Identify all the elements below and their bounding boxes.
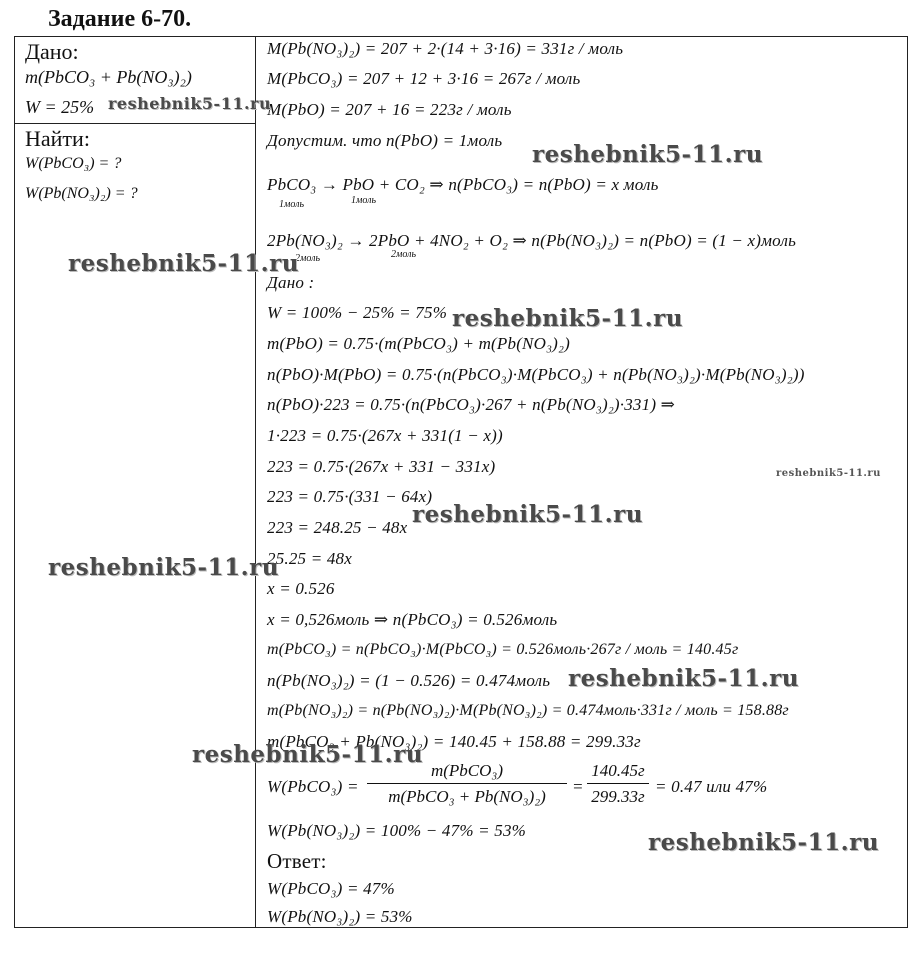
watermark: reshebnik5-11.ru	[192, 741, 423, 768]
solution-line: M(PbCO₃) = 207 + 12 + 3·16 = 267г / моль	[267, 69, 581, 88]
answer-line: W(PbCO₃) = 47%	[267, 879, 395, 898]
watermark: reshebnik5-11.ru	[776, 468, 881, 479]
solution-line: Допустим. что n(PbO) = 1моль	[267, 131, 503, 150]
fraction-lhs: W(PbCO₃) =	[267, 777, 359, 796]
find-label: Найти:	[25, 126, 90, 151]
watermark: reshebnik5-11.ru	[568, 665, 799, 692]
solution-line: n(PbO)·223 = 0.75·(n(PbCO₃)·267 + n(Pb(NO₃)₂)·331) ⇒	[267, 395, 676, 414]
solution-line: 223 = 0.75·(267x + 331 − 331x)	[267, 457, 496, 476]
answer-label: Ответ:	[267, 849, 327, 873]
watermark: reshebnik5-11.ru	[452, 305, 683, 332]
reaction-1-sub-right: 1моль	[351, 195, 377, 206]
solution-line: x = 0,526моль ⇒ n(PbCO₃) = 0.526моль	[267, 610, 558, 629]
solution-line: Дано :	[267, 273, 315, 292]
find-line: W(Pb(NO₃)₂) = ?	[25, 185, 138, 202]
fraction-numerator-1: m(PbCO₃)	[430, 761, 503, 780]
given-find-divider	[15, 123, 255, 124]
fraction-bar-2	[587, 783, 649, 784]
reaction-2-sub-right: 2моль	[391, 249, 417, 260]
fraction-bar-1	[367, 783, 567, 784]
solution-line: 223 = 248.25 − 48x	[267, 518, 408, 537]
column-divider	[255, 37, 256, 927]
solution-line: 25.25 = 48x	[267, 549, 352, 568]
reaction-1: PbCO₃ → PbO + CO₂ ⇒ n(PbCO₃) = n(PbO) = x моль	[267, 175, 659, 194]
watermark: reshebnik5-11.ru	[412, 501, 643, 528]
reaction-1-sub-left: 1моль	[279, 199, 305, 210]
task-title: Задание 6-70.	[48, 6, 192, 32]
watermark: reshebnik5-11.ru	[68, 250, 299, 277]
solution-line: W(Pb(NO₃)₂) = 100% − 47% = 53%	[267, 821, 527, 840]
fraction-equals: =	[572, 777, 584, 796]
given-line: m(PbCO₃ + Pb(NO₃)₂)	[25, 67, 192, 87]
solution-line: 1·223 = 0.75·(267x + 331(1 − x))	[267, 426, 503, 445]
given-line: W = 25%	[25, 97, 95, 117]
find-line: W(PbCO₃) = ?	[25, 155, 122, 172]
solution-line: m(PbCO₃ + Pb(NO₃)₂) = 140.45 + 158.88 = 299.33г	[267, 732, 641, 751]
fraction-denominator-1: m(PbCO₃ + Pb(NO₃)₂)	[388, 787, 546, 806]
fraction-denominator-2: 299.33г	[591, 787, 645, 806]
solution-line: n(Pb(NO₃)₂) = (1 − 0.526) = 0.474моль	[267, 671, 551, 690]
solution-line: 223 = 0.75·(331 − 64x)	[267, 487, 433, 506]
solution-line: M(PbO) = 207 + 16 = 223г / моль	[267, 100, 512, 119]
solution-line: m(PbO) = 0.75·(m(PbCO₃) + m(Pb(NO₃)₂)	[267, 334, 571, 353]
watermark: reshebnik5-11.ru	[48, 554, 279, 581]
watermark: reshebnik5-11.ru	[108, 94, 272, 113]
solution-line: M(Pb(NO₃)₂) = 207 + 2·(14 + 3·16) = 331г / моль	[267, 39, 624, 58]
watermark: reshebnik5-11.ru	[648, 829, 879, 856]
watermark: reshebnik5-11.ru	[532, 141, 763, 168]
answer-line: W(Pb(NO₃)₂) = 53%	[267, 907, 413, 926]
given-label: Дано:	[25, 39, 79, 64]
solution-line: n(PbO)·M(PbO) = 0.75·(n(PbCO₃)·M(PbCO₃) + n(Pb(NO₃)₂)·M(Pb(NO₃)₂))	[267, 365, 805, 384]
fraction-result: = 0.47 или 47%	[655, 777, 768, 796]
solution-line: m(Pb(NO₃)₂) = n(Pb(NO₃)₂)·M(Pb(NO₃)₂) = 0.474моль·331г / моль = 158.88г	[267, 702, 789, 719]
solution-line: m(PbCO₃) = n(PbCO₃)·M(PbCO₃) = 0.526моль·267г / моль = 140.45г	[267, 641, 739, 658]
solution-table	[14, 36, 908, 928]
solution-line: x = 0.526	[267, 579, 335, 598]
reaction-2-sub-left: 2моль	[295, 253, 321, 264]
solution-line: W = 100% − 25% = 75%	[267, 303, 448, 322]
fraction-numerator-2: 140.45г	[591, 761, 645, 780]
reaction-2: 2Pb(NO₃)₂ → 2PbO + 4NO₂ + O₂ ⇒ n(Pb(NO₃)₂) = n(PbO) = (1 − x)моль	[267, 231, 797, 250]
